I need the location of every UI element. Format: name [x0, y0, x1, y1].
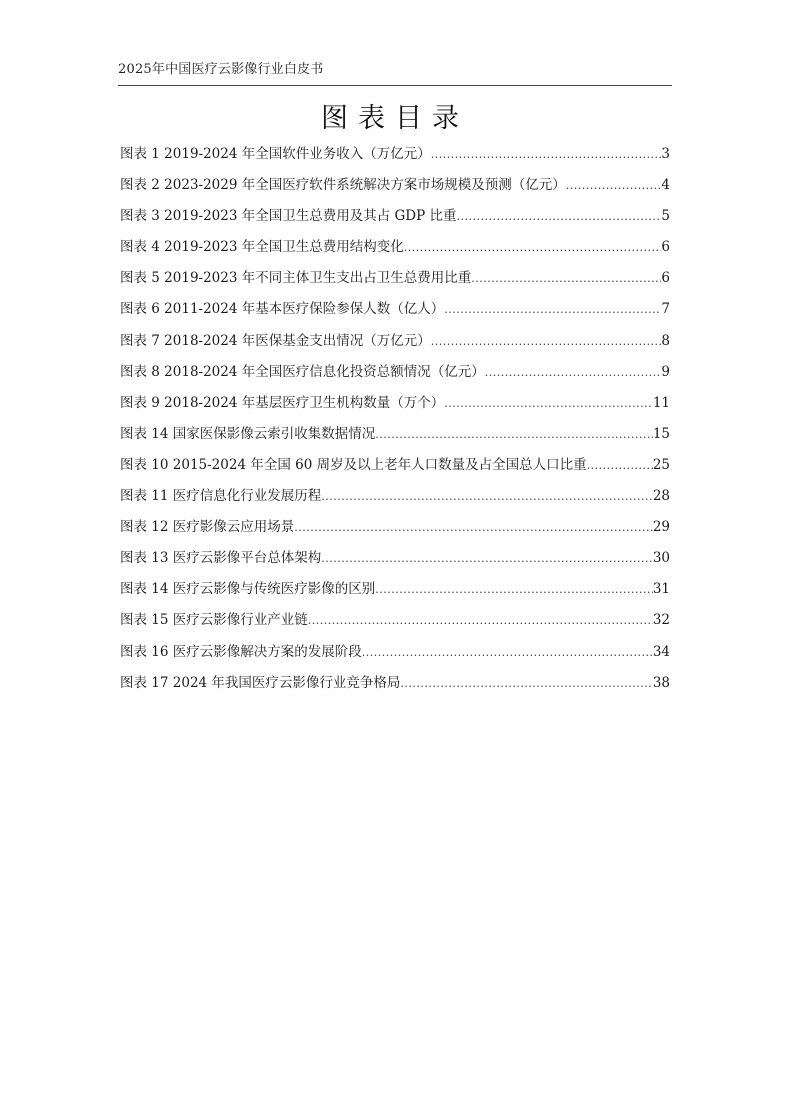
toc-entry[interactable]: [120, 640, 670, 671]
toc-entry-label: 图表 12 医疗影像云应用场景: [120, 519, 295, 536]
toc-entry-page-number: 25: [652, 456, 670, 473]
dot-leader: [444, 298, 661, 322]
dot-leader: [431, 330, 662, 354]
toc-entry-page-number: 28: [652, 488, 670, 505]
toc-entry-label: 图表 14 医疗云影像与传统医疗影像的区别: [120, 581, 376, 598]
toc-entry-page-number: 5: [661, 208, 670, 225]
toc-entry-label: 图表 10 2015-2024 年全国 60 周岁及以上老年人口数量及占全国总人口比重: [120, 456, 587, 473]
toc-entry[interactable]: [120, 608, 670, 639]
dot-leader: [587, 454, 653, 478]
toc-entry-page-number: 38: [652, 674, 670, 691]
toc-entry-label: 图表 2 2023-2029 年全国医疗软件系统解决方案市场规模及预测（亿元）: [120, 177, 566, 194]
toc-entry-page-number: 30: [652, 550, 670, 567]
dot-leader: [308, 609, 653, 633]
dot-leader: [444, 392, 653, 416]
toc-entry-page-number: 6: [661, 270, 670, 287]
toc-entry-label: 图表 3 2019-2023 年全国卫生总费用及其占 GDP 比重: [120, 208, 457, 225]
toc-entry-label: 图表 8 2018-2024 年全国医疗信息化投资总额情况（亿元）: [120, 363, 485, 380]
toc-entry-label: 图表 13 医疗云影像平台总体架构: [120, 550, 322, 567]
toc-entry-page-number: 15: [652, 425, 670, 442]
toc-entry[interactable]: [120, 204, 670, 235]
toc-entry[interactable]: [120, 360, 670, 391]
dot-leader: [294, 516, 653, 540]
toc-entry-label: 图表 1 2019-2024 年全国软件业务收入（万亿元）: [120, 146, 431, 162]
dot-leader: [566, 174, 662, 198]
toc-entry-label: 图表 7 2018-2024 年医保基金支出情况（万亿元）: [120, 332, 431, 349]
running-header: 2025年中国医疗云影像行业白皮书: [118, 62, 324, 77]
toc-entry[interactable]: [120, 577, 670, 608]
toc-entry-label: 图表 15 医疗云影像行业产业链: [120, 612, 308, 629]
toc-entry[interactable]: [120, 515, 670, 546]
toc-entry[interactable]: [120, 173, 670, 204]
dot-leader: [485, 361, 662, 385]
toc-entry[interactable]: [120, 266, 670, 297]
toc-entry-label: 图表 4 2019-2023 年全国卫生总费用结构变化: [120, 239, 404, 256]
toc-list: [120, 142, 670, 702]
toc-entry-page-number: 34: [652, 643, 670, 660]
dot-leader: [321, 485, 653, 509]
toc-entry-page-number: 8: [661, 332, 670, 349]
dot-leader: [362, 641, 653, 665]
toc-entry-page-number: 32: [652, 612, 670, 629]
toc-entry-label: 图表 5 2019-2023 年不同主体卫生支出占卫生总费用比重: [120, 270, 472, 287]
toc-entry[interactable]: [120, 297, 670, 328]
dot-leader: [375, 423, 653, 447]
toc-entry-page-number: 6: [661, 239, 670, 256]
dot-leader: [375, 578, 653, 602]
toc-entry[interactable]: [120, 391, 670, 422]
toc-entry-label: 图表 11 医疗信息化行业发展历程: [120, 488, 322, 505]
toc-entry-page-number: 29: [652, 519, 670, 536]
toc-entry[interactable]: [120, 329, 670, 360]
toc-title: 图表目录: [321, 103, 469, 134]
header-divider: [118, 85, 672, 86]
toc-entry[interactable]: [120, 422, 670, 453]
toc-entry-page-number: 9: [661, 363, 670, 380]
toc-entry-page-number: 3: [661, 146, 670, 162]
toc-entry[interactable]: [120, 453, 670, 484]
dot-leader: [457, 205, 662, 229]
toc-entry[interactable]: [120, 546, 670, 577]
toc-entry[interactable]: [120, 142, 670, 173]
toc-entry-page-number: 11: [652, 394, 670, 411]
toc-entry-label: 图表 9 2018-2024 年基层医疗卫生机构数量（万个）: [120, 394, 445, 411]
toc-entry-page-number: 7: [661, 301, 670, 318]
toc-entry[interactable]: [120, 671, 670, 702]
toc-entry-label: 图表 16 医疗云影像解决方案的发展阶段: [120, 643, 362, 660]
toc-entry-page-number: 4: [661, 177, 670, 194]
dot-leader: [404, 236, 662, 260]
toc-entry[interactable]: [120, 235, 670, 266]
toc-entry[interactable]: [120, 484, 670, 515]
dot-leader: [431, 143, 662, 167]
toc-entry-label: 图表 14 国家医保影像云索引收集数据情况: [120, 425, 376, 442]
toc-entry-label: 图表 17 2024 年我国医疗云影像行业竞争格局: [120, 674, 401, 691]
toc-entry-label: 图表 6 2011-2024 年基本医疗保险参保人数（亿人）: [120, 301, 445, 318]
dot-leader: [471, 267, 661, 291]
toc-entry-page-number: 31: [652, 581, 670, 598]
dot-leader: [321, 547, 653, 571]
dot-leader: [400, 672, 652, 696]
